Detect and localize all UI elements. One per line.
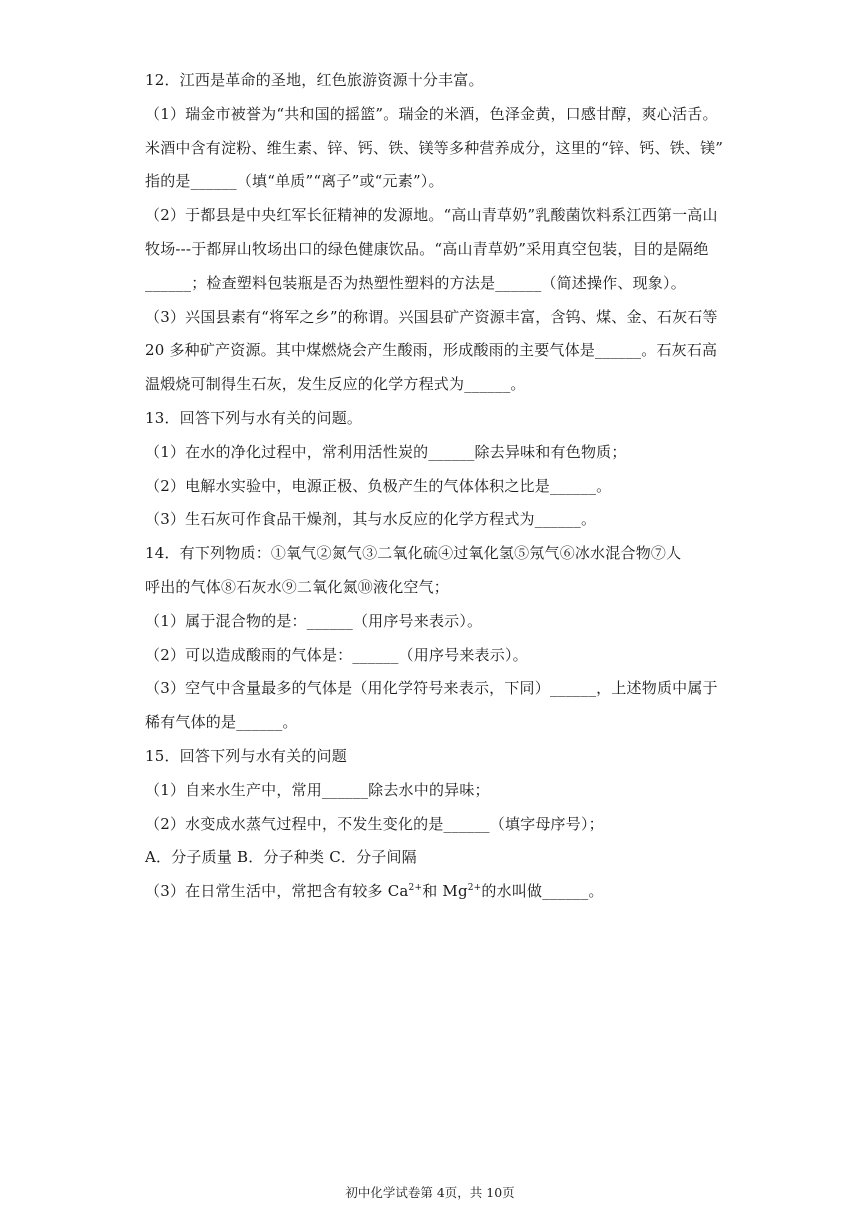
text-segment: 牧场---于都屏山牧场出口的绿色健康饮品。“高山青草奶”采用真空包装，目的是隔绝 [145, 239, 709, 258]
text-segment: （3）在日常生活中，常把含有较多 Ca [145, 882, 409, 901]
text-line [145, 706, 725, 740]
text-line [145, 98, 725, 132]
text-line [145, 875, 725, 909]
text-line [145, 64, 725, 98]
text-segment: （3）空气中含量最多的气体是（用化学符号来表示，下同）______，上述物质中属于 [145, 679, 718, 698]
text-segment: 12．江西是革命的圣地，红色旅游资源十分丰富。 [145, 71, 484, 89]
text-line [145, 301, 725, 335]
text-line [145, 740, 725, 774]
text-line [145, 402, 725, 436]
superscript: 2+ [467, 883, 482, 894]
text-line [145, 605, 725, 639]
text-segment: 20 多种矿产资源。其中煤燃烧会产生酸雨，形成酸雨的主要气体是______。石灰石高 [145, 341, 718, 360]
text-segment: （1）自来水生产中，常用______除去水中的异味； [145, 780, 490, 799]
text-line [145, 639, 725, 673]
text-segment: （2）可以造成酸雨的气体是：______（用序号来表示）。 [145, 645, 528, 664]
text-line [145, 503, 725, 537]
text-segment: 米酒中含有淀粉、维生素、锌、钙、铁、镁等多种营养成分，这里的“锌、钙、铁、镁” [145, 138, 724, 157]
question-text-block [145, 64, 725, 909]
text-line [145, 233, 725, 267]
text-line [145, 334, 725, 368]
text-line [145, 436, 725, 470]
superscript: 2+ [408, 883, 423, 894]
text-line [145, 672, 725, 706]
text-line [145, 368, 725, 402]
text-line [145, 165, 725, 199]
text-segment: （2）水变成水蒸气过程中，不发生变化的是______（填字母序号）； [145, 814, 604, 833]
text-segment: 15．回答下列与水有关的问题 [145, 746, 347, 765]
text-segment: （2）电解水实验中，电源正极、负极产生的气体体积之比是______。 [145, 476, 612, 495]
text-segment: 和 Mg [422, 882, 468, 901]
page-footer: 初中化学试卷第 4页，共 10页 [345, 1185, 515, 1200]
text-segment: 14．有下列物质：①氧气②氮气③二氧化硫④过氧化氢⑤氖气⑥冰水混合物⑦人 [145, 544, 682, 563]
text-segment: （1）属于混合物的是：______（用序号来表示）。 [145, 611, 483, 630]
text-segment: 13．回答下列与水有关的问题。 [145, 408, 363, 427]
text-line [145, 537, 725, 571]
text-segment: 呼出的气体⑧石灰水⑨二氧化氮⑩液化空气； [145, 577, 450, 596]
text-segment: 温煅烧可制得生石灰，发生反应的化学方程式为______。 [145, 375, 526, 394]
text-segment: （1）在水的净化过程中，常利用活性炭的______除去异味和有色物质； [145, 442, 627, 461]
text-line [145, 808, 725, 842]
text-line [145, 267, 725, 301]
text-segment: 指的是______（填“单质”“离子”或“元素”）。 [145, 172, 444, 191]
text-segment: 的水叫做______。 [481, 882, 604, 901]
text-segment: （3）兴国县素有“将军之乡”的称谓。兴国县矿产资源丰富，含钨、煤、金、石灰石等 [145, 307, 718, 326]
text-line [145, 841, 725, 875]
text-segment: （1）瑞金市被誉为“共和国的摇篮”。瑞金的米酒，色泽金黄，口感甘醇，爽心活舌。 [145, 104, 718, 123]
text-segment: ______；检查塑料包装瓶是否为热塑性塑料的方法是______（简述操作、现象）。 [145, 273, 686, 292]
text-line [145, 470, 725, 504]
text-segment: （3）生石灰可作食品干燥剂，其与水反应的化学方程式为______。 [145, 510, 597, 529]
text-line [145, 199, 725, 233]
text-line [145, 132, 725, 166]
text-line [145, 774, 725, 808]
text-line [145, 571, 725, 605]
text-segment: （2）于都县是中央红军长征精神的发源地。“高山青草奶”乳酸菌饮料系江西第一高山 [145, 206, 718, 225]
text-segment: 稀有气体的是______。 [145, 713, 298, 732]
text-segment: A．分子质量 B．分子种类 C．分子间隔 [145, 848, 417, 867]
